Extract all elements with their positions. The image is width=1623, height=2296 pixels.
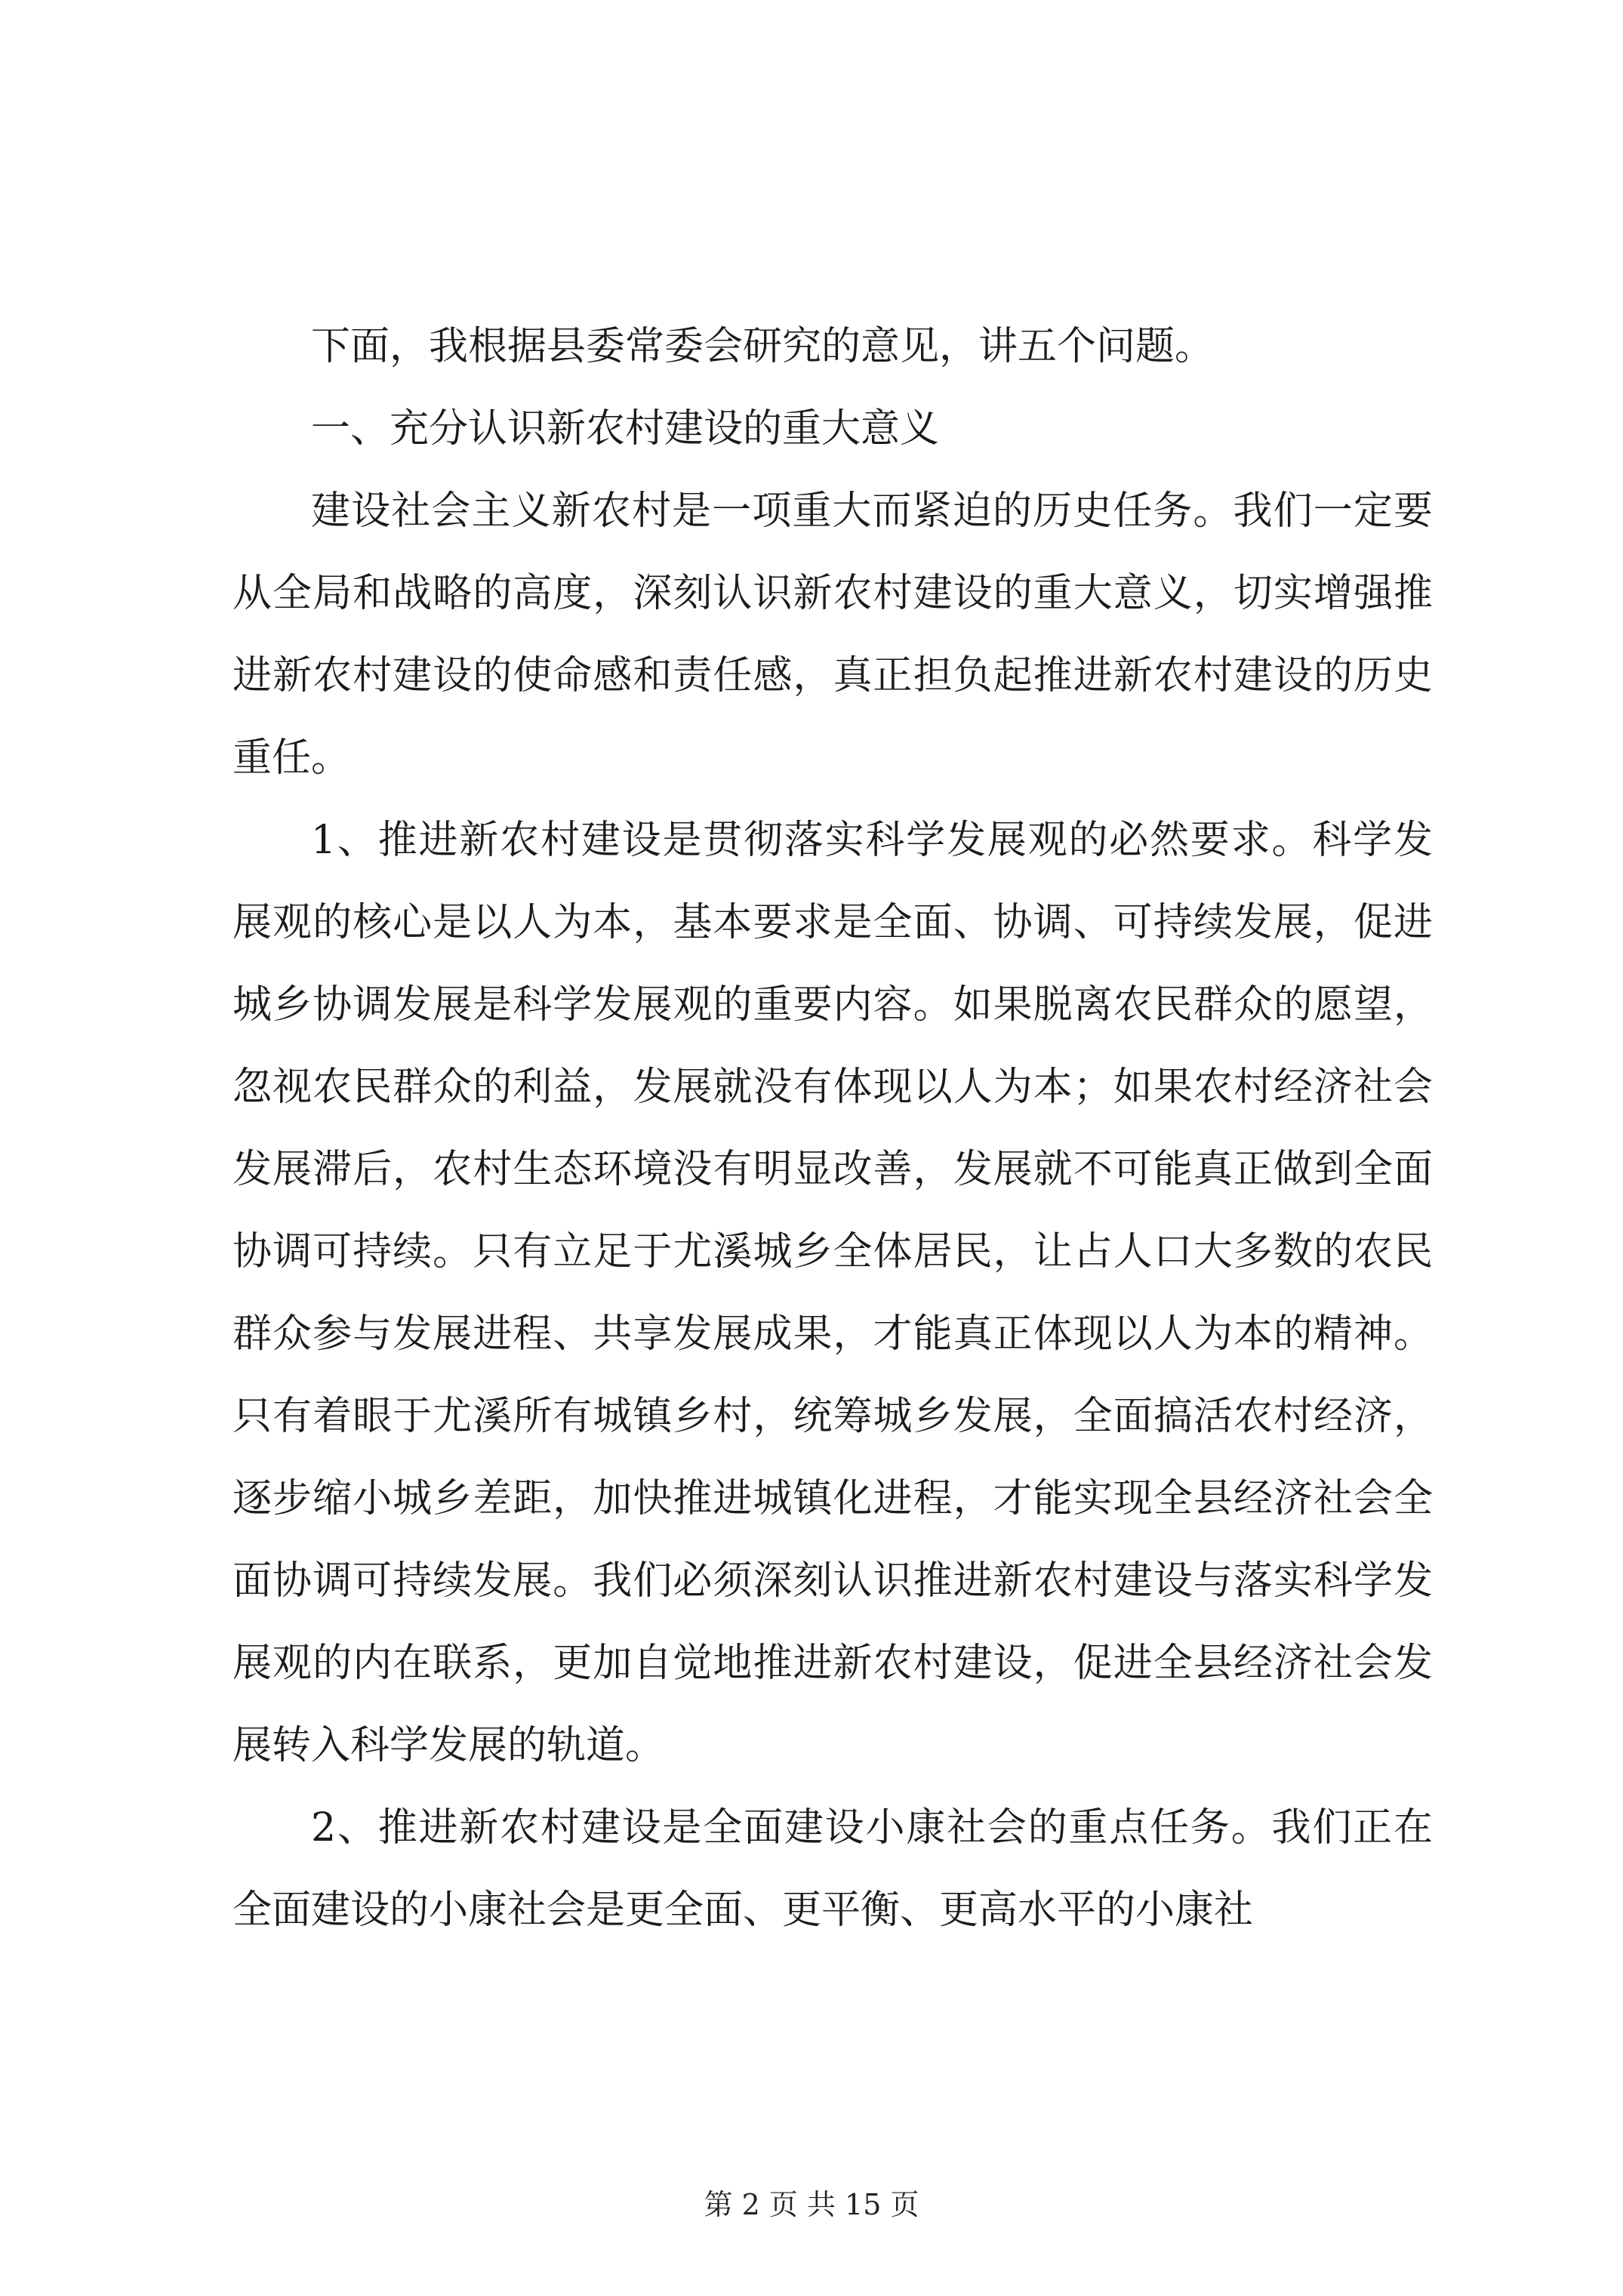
body-paragraph: 建设社会主义新农村是一项重大而紧迫的历史任务。我们一定要从全局和战略的高度，深刻认识新农村建设的重大意义，切实增强推进新农村建设的使命感和责任感，真正担负起推进新农村建设的历史重任。 (233, 488, 1433, 781)
page-footer: 第 2 页 共 15 页 (704, 2188, 919, 2221)
body-paragraph: 2、推进新农村建设是全面建设小康社会的重点任务。我们正在全面建设的小康社会是更全面、更平衡、更高水平的小康社 (233, 1805, 1433, 1933)
section-heading: 一、充分认识新农村建设的重大意义 (311, 406, 940, 451)
body-paragraph: 1、推进新农村建设是贯彻落实科学发展观的必然要求。科学发展观的核心是以人为本，基本要求是全面、协调、可持续发展，促进城乡协调发展是科学发展观的重要内容。如果脱离农民群众的愿望，忽视农民群众的利益，发展就没有体现以人为本；如果农村经济社会发展滞后，农村生态环境没有明显改善，发展就不可能真正做到全面协调可持续。只有立足于尤溪城乡全体居民，让占人口大多数的农民群众参与发展进程、共享发展成果，才能真正体现以人为本的精神。只有着眼于尤溪所有城镇乡村，统筹城乡发展，全面搞活农村经济，逐步缩小城乡差距，加快推进城镇化进程，才能实现全县经济社会全面协调可持续发展。我们必须深刻认识推进新农村建设与落实科学发展观的内在联系，更加自觉地推进新农村建设，促进全县经济社会发展转入科学发展的轨道。 (233, 818, 1433, 1768)
intro-paragraph: 下面，我根据县委常委会研究的意见，讲五个问题。 (311, 324, 1215, 369)
document-body (233, 306, 1433, 1952)
